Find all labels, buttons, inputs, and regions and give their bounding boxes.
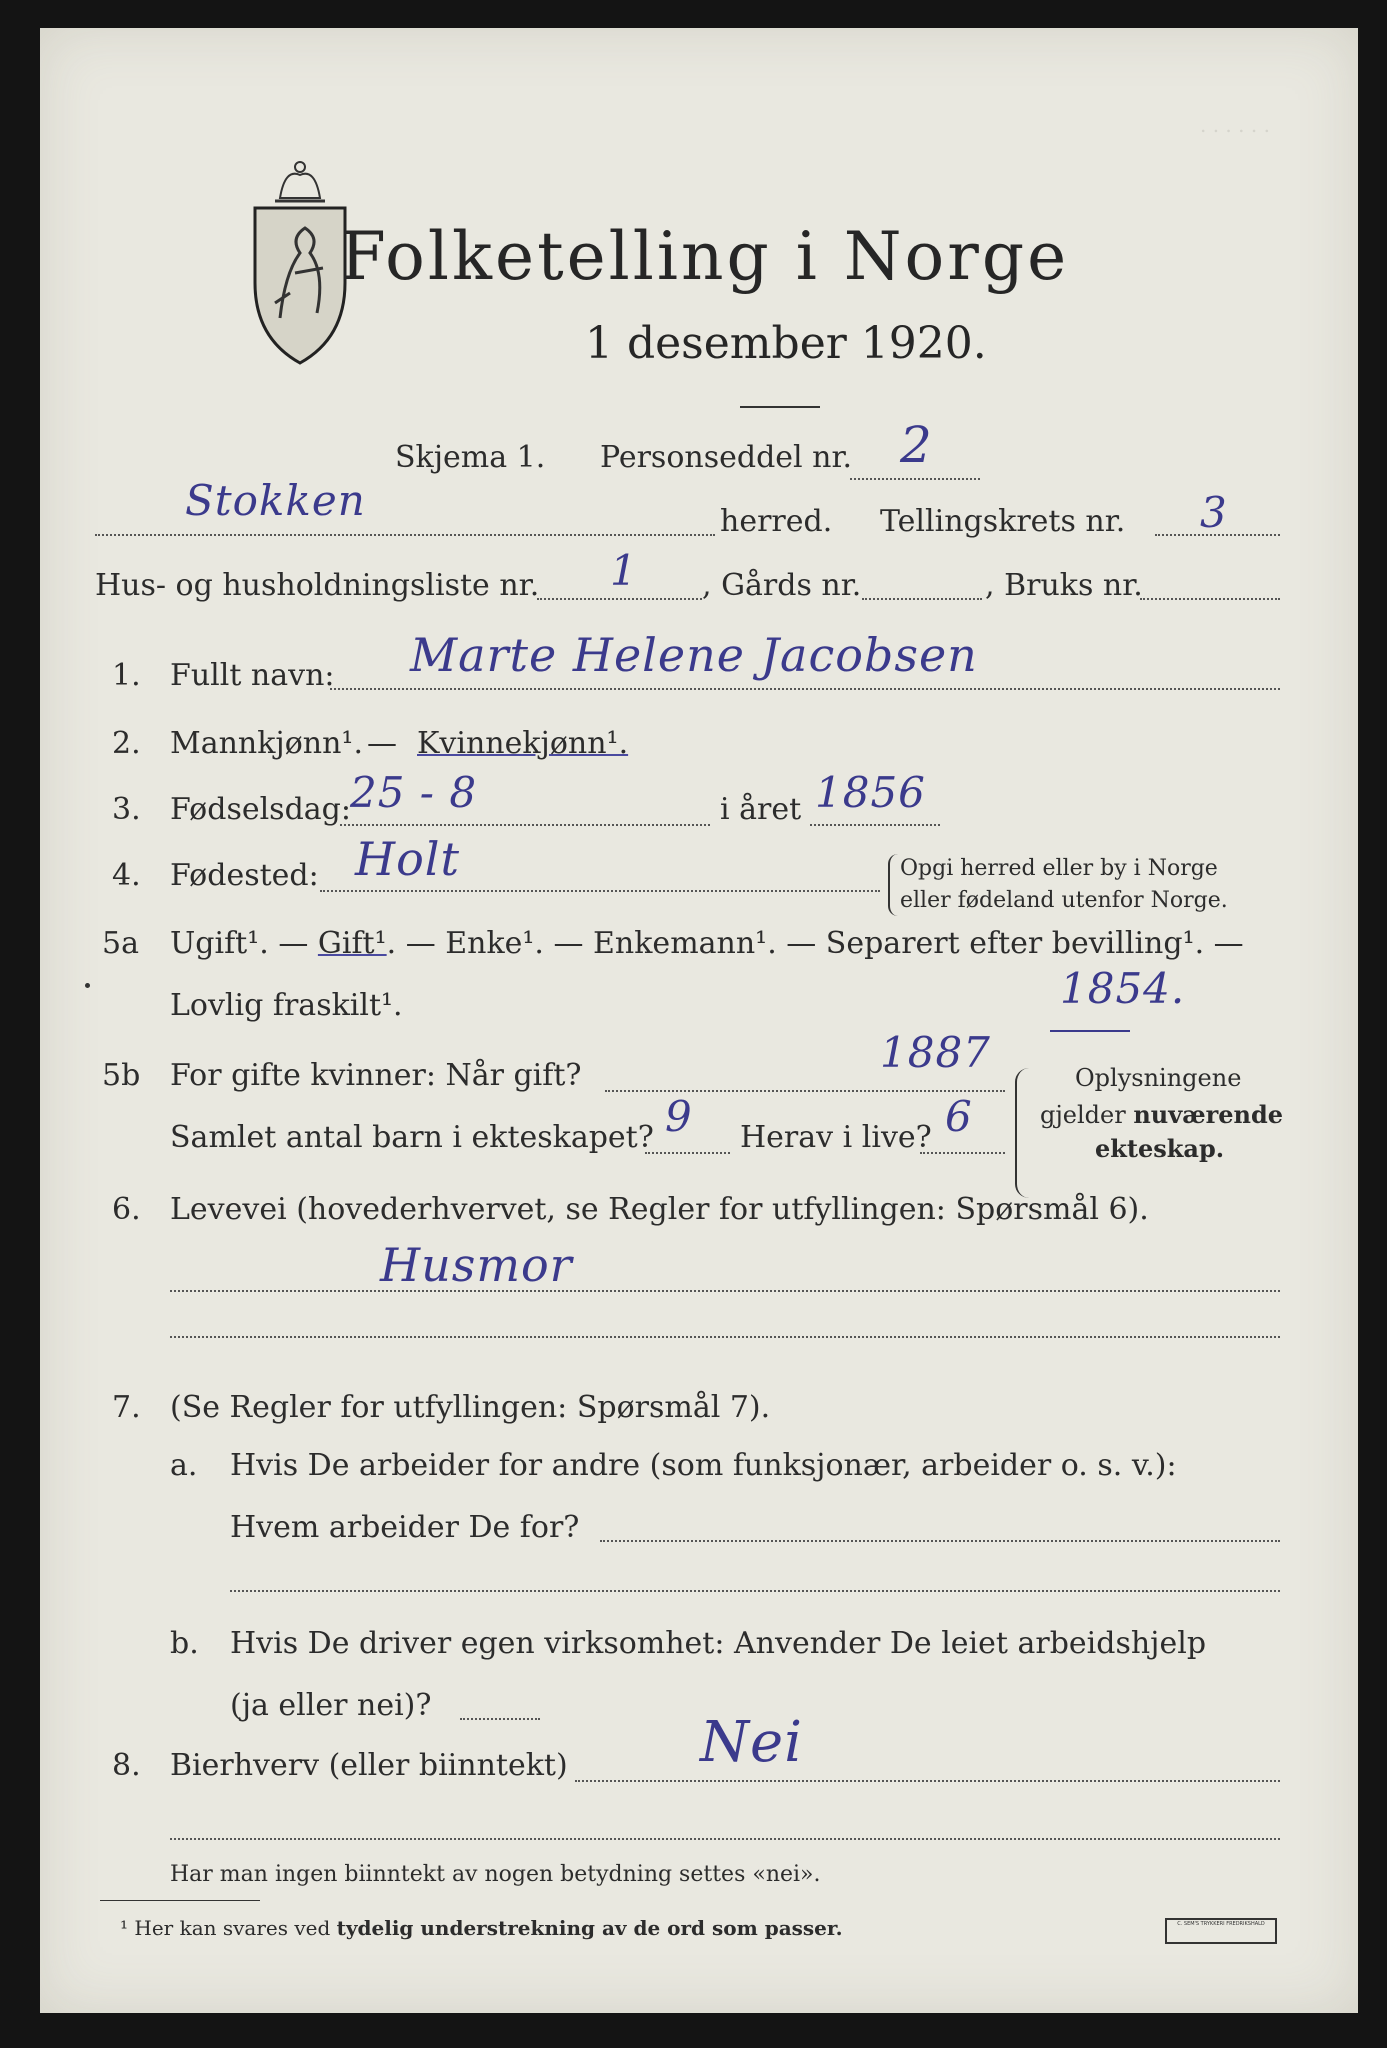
q5b-note-brace [1015,1068,1031,1198]
q4-note-line2: eller fødeland utenfor Norge. [900,888,1228,913]
herred-label: herred. [720,504,833,539]
q5a-ugift: Ugift¹. — [170,926,318,961]
q4-number: 4. [112,858,141,893]
q3-label: Fødselsdag: [170,792,351,827]
q6-line2 [170,1336,1280,1338]
gards-line [862,598,982,600]
q3-year-value: 1856 [815,768,926,817]
bruks-line [1140,598,1280,600]
coat-of-arms-icon [245,153,355,373]
q4-birthplace-value: Holt [355,832,461,886]
q7a-answer-line [600,1540,1280,1542]
q2-male-option: Mannkjønn¹. [170,726,363,761]
q6-line1 [170,1290,1280,1292]
q7a-number: a. [170,1448,198,1483]
footnote-text: Her kan svares ved [134,1916,337,1940]
q2-female-option-underlined: Kvinnekjønn¹. [417,726,629,761]
q5b-alive-line [920,1152,1005,1154]
q3-birthday-value: 25 - 8 [350,768,478,817]
bruks-label: , Bruks nr. [985,568,1143,603]
q1-line [330,688,1280,690]
q5a-number: 5a [102,926,139,961]
q5a-rest: . — Enke¹. — Enkemann¹. — Separert efter bevilling¹. — [386,926,1244,961]
margin-dot [85,983,90,988]
q6-occupation-value: Husmor [380,1238,573,1292]
footnote [120,1916,843,1940]
q5b-number: 5b [102,1058,141,1093]
census-form-sheet [40,28,1358,2013]
footnote-mark: ¹ [120,1916,129,1940]
title-rule [740,406,820,408]
skjema-label: Skjema 1. [395,440,546,475]
page-title: Folketelling i Norge [340,218,1070,295]
personseddel-value: 2 [900,416,933,474]
q6-number: 6. [112,1192,141,1227]
q3-line [340,824,710,826]
q7b-line2: (ja eller nei)? [230,1688,432,1723]
q7a-line1: Hvis De arbeider for andre (som funksjonær, arbeider o. s. v.): [230,1448,1177,1483]
herred-line [95,534,715,536]
footnote-rule [100,1900,260,1901]
printer-stamp: C. SEM'S TRYKKERI FREDRIKSHALD [1165,1918,1277,1944]
q5b-note-nuvaerende: nuværende [1133,1100,1284,1129]
q1-number: 1. [112,658,141,693]
q7b-number: b. [170,1626,199,1661]
q2-separator: — [367,726,397,761]
census-date: 1 desember 1920. [585,318,987,369]
q5a-gift-underlined: Gift¹ [317,926,387,961]
q5b-children-value: 9 [665,1092,693,1141]
q3-number: 3. [112,792,141,827]
q4-note-line1: Opgi herred eller by i Norge [900,856,1218,881]
q3-year-line [810,824,940,826]
husliste-line [537,598,702,600]
q5b-note-line1: Oplysningene [1075,1064,1242,1092]
q8-line2 [170,1838,1280,1840]
q7a-line2: Hvem arbeider De for? [230,1510,580,1545]
footer-note: Har man ingen biinntekt av nogen betydning settes «nei». [170,1862,821,1887]
husliste-label: Hus- og husholdningsliste nr. [95,568,540,603]
q1-full-name-value: Marte Helene Jacobsen [410,628,978,682]
husliste-value: 1 [610,546,638,595]
q5a-year-underline [1050,1030,1130,1032]
q2-number: 2. [112,726,141,761]
q5b-alive-label: Herav i live? [740,1120,932,1155]
q5b-children-label: Samlet antal barn i ekteskapet? [170,1120,654,1155]
q1-label: Fullt navn: [170,658,335,693]
q6-label: Levevei (hovederhvervet, se Regler for utfyllingen: Spørsmål 6). [170,1192,1149,1227]
q8-side-income-value: Nei [700,1710,804,1775]
personseddel-line [850,478,980,480]
q8-label: Bierhverv (eller biinntekt) [170,1748,568,1783]
herred-value: Stokken [185,476,366,525]
footnote-bold: tydelig understrekning av de ord som passer. [336,1916,843,1940]
q5b-children-line [645,1152,730,1154]
q8-line [575,1780,1280,1782]
q5a-fraskilt: Lovlig fraskilt¹. [170,988,403,1023]
q5b-note-line3: ekteskap. [1095,1134,1225,1163]
personseddel-label: Personseddel nr. [600,440,853,475]
tellingskrets-label: Tellingskrets nr. [880,504,1126,539]
q3-year-label: i året [720,792,802,827]
q4-label: Fødested: [170,858,319,893]
q5b-alive-value: 6 [945,1092,973,1141]
q5b-note-line2 [1040,1100,1283,1129]
gards-label: , Gårds nr. [702,568,862,603]
q8-number: 8. [112,1748,141,1783]
bleed-through: . . . . . . [1200,113,1270,137]
q5b-married-value: 1887 [880,1028,991,1077]
q4-note-brace [888,854,898,916]
q5b-note-gjelder: gjelder [1040,1101,1134,1129]
q7-label: (Se Regler for utfyllingen: Spørsmål 7). [170,1390,771,1425]
q7b-answer-line [460,1718,540,1720]
q7a-answer-line2 [230,1590,1280,1592]
q5a-options [170,926,1244,961]
q7-number: 7. [112,1390,141,1425]
q5b-married-label: For gifte kvinner: Når gift? [170,1058,582,1093]
q7b-line1: Hvis De driver egen virksomhet: Anvender De leiet arbeidshjelp [230,1626,1207,1661]
q5a-year-value: 1854. [1060,964,1186,1013]
tellingskrets-value: 3 [1200,488,1228,537]
q4-line [320,890,880,892]
